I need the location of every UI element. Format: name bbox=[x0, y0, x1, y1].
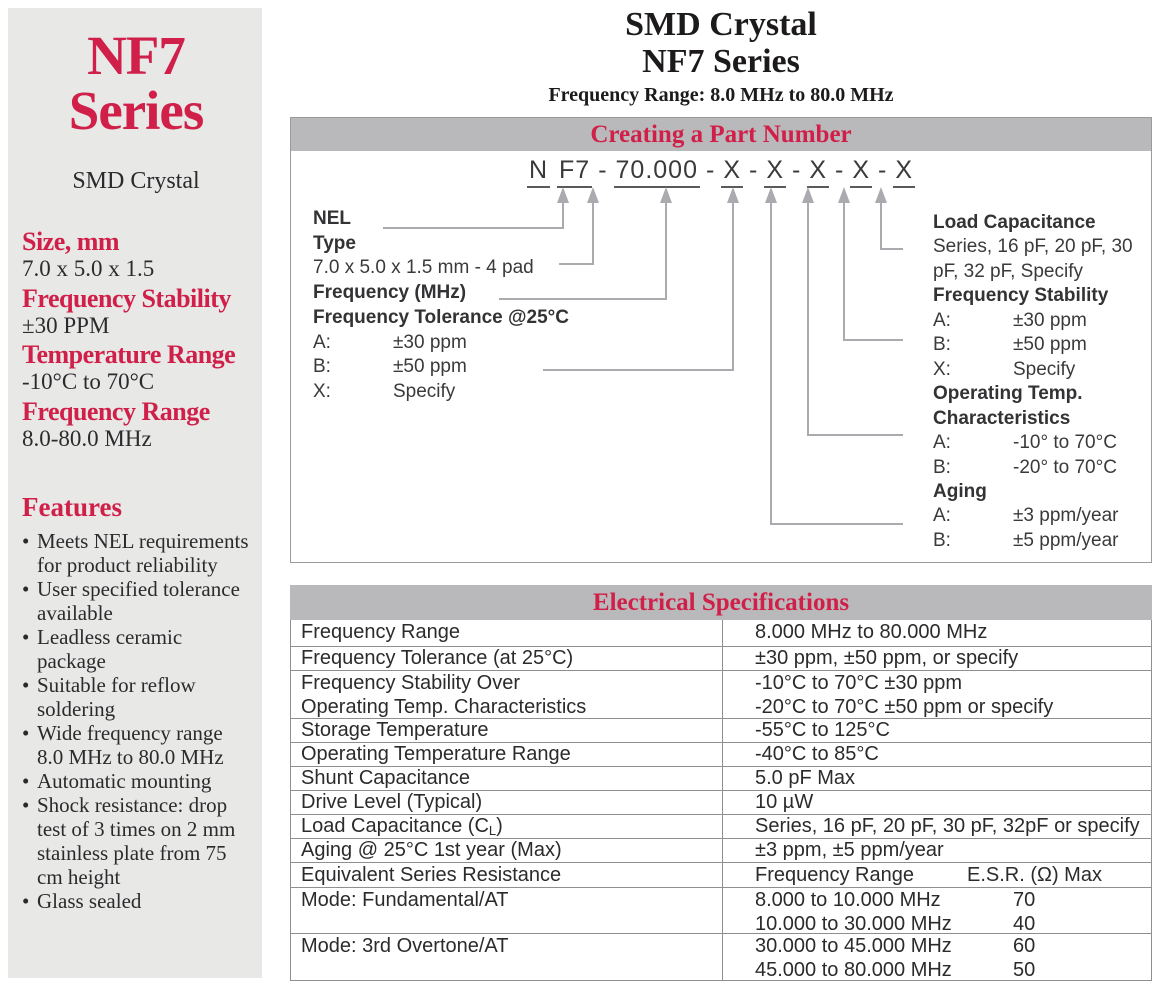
pn-dash: - bbox=[598, 156, 608, 184]
pn-tolerance-option-x: X: Specify bbox=[313, 380, 456, 402]
pn-dash: - bbox=[749, 156, 759, 184]
series-title-line1: NF7 bbox=[87, 25, 185, 86]
pn-value-load-cap-1: Series, 16 pF, 20 pF, 30 bbox=[933, 236, 1133, 258]
table-row: Mode: Fundamental/AT 8.000 to 10.000 MHz 70 10.000 to 30.000 MHz 40 bbox=[291, 887, 1151, 933]
spec-value-stability: ±30 PPM bbox=[22, 312, 110, 338]
pn-segment-tolerance: X bbox=[721, 156, 743, 188]
table-row: Storage Temperature -55°C to 125°C bbox=[291, 718, 1151, 742]
spec-value-size: 7.0 x 5.0 x 1.5 bbox=[22, 255, 155, 281]
table-row: Equivalent Series Resistance Frequency Range E.S.R. (Ω) Max bbox=[291, 862, 1151, 887]
feature-item: • Suitable for reflow soldering bbox=[22, 673, 250, 721]
series-subtitle: SMD Crystal bbox=[72, 168, 200, 194]
page-subtitle: Frequency Range: 8.0 MHz to 80.0 MHz bbox=[548, 83, 894, 106]
pn-operating-temp-option-a: A: -10° to 70°C bbox=[933, 432, 1117, 454]
sidebar-specs bbox=[22, 227, 250, 452]
spec-label-temp-range: Temperature Range bbox=[22, 340, 236, 370]
series-title-line2: Series bbox=[68, 80, 204, 141]
spec-label-size: Size, mm bbox=[22, 227, 120, 256]
pn-operating-temp-option-b: B: -20° to 70°C bbox=[933, 456, 1117, 478]
pn-label-type: Type bbox=[313, 232, 356, 254]
pn-segment-aging: X bbox=[764, 156, 786, 188]
pn-label-operating-temp-1: Operating Temp. bbox=[933, 383, 1083, 405]
pn-value-load-cap-2: pF, 32 pF, Specify bbox=[933, 260, 1083, 282]
pn-segment-load-cap: X bbox=[893, 156, 915, 188]
pn-segment-operating-temp: X bbox=[807, 156, 829, 188]
electrical-specs-table bbox=[290, 620, 1152, 981]
page-title bbox=[290, 6, 1152, 81]
feature-item: • Meets NEL requirements for product reliability bbox=[22, 529, 250, 577]
feature-item: • Leadless ceramic package bbox=[22, 625, 250, 673]
table-row: Operating Temperature Range -40°C to 85°C bbox=[291, 742, 1151, 766]
pn-segment-stability: X bbox=[850, 156, 872, 188]
part-number-code bbox=[291, 156, 1151, 188]
spec-value-freq-range: 8.0-80.0 MHz bbox=[22, 426, 152, 452]
pn-label-nel: NEL bbox=[313, 208, 351, 229]
pn-right-labels bbox=[933, 211, 1133, 553]
part-number-section-header bbox=[291, 118, 1151, 151]
pn-tolerance-option-a: A: ±30 ppm bbox=[313, 331, 467, 353]
pn-left-labels bbox=[313, 207, 569, 405]
spec-value-temp-range: -10°C to 70°C bbox=[22, 369, 155, 395]
series-title bbox=[22, 25, 250, 141]
electrical-specs-title: Electrical Specifications bbox=[592, 588, 850, 616]
pn-stability-option-x: X: Specify bbox=[933, 358, 1076, 380]
page-header bbox=[290, 6, 1152, 107]
pn-stability-option-b: B: ±50 ppm bbox=[933, 334, 1087, 356]
pn-label-stability: Frequency Stability bbox=[933, 285, 1109, 307]
pn-dash: - bbox=[835, 156, 845, 184]
pn-label-frequency: Frequency (MHz) bbox=[313, 282, 467, 304]
feature-item: • Wide frequency range 8.0 MHz to 80.0 MHz bbox=[22, 721, 250, 769]
table-row: Frequency Range 8.000 MHz to 80.000 MHz bbox=[291, 620, 1151, 646]
pn-dash: - bbox=[792, 156, 802, 184]
table-row: Aging @ 25°C 1st year (Max) ±3 ppm, ±5 ppm/year bbox=[291, 838, 1151, 862]
table-row: Shunt Capacitance 5.0 pF Max bbox=[291, 766, 1151, 790]
page-title-line2: NF7 Series bbox=[642, 43, 800, 81]
table-row: Mode: 3rd Overtone/AT 30.000 to 45.000 MHz 60 45.000 to 80.000 MHz 50 bbox=[291, 933, 1151, 980]
feature-item: • Shock resistance: drop test of 3 times on 2 mm stainless plate from 75 cm height bbox=[22, 793, 250, 889]
pn-label-tolerance: Frequency Tolerance @25°C bbox=[313, 306, 569, 328]
sidebar bbox=[8, 8, 262, 978]
pn-label-aging: Aging bbox=[933, 480, 987, 502]
part-number-section bbox=[290, 117, 1152, 563]
page-title-line1: SMD Crystal bbox=[625, 6, 817, 43]
pn-aging-option-b: B: ±5 ppm/year bbox=[933, 529, 1119, 551]
pn-value-type: 7.0 x 5.0 x 1.5 mm - 4 pad bbox=[313, 257, 534, 279]
pn-label-load-cap: Load Capacitance bbox=[933, 212, 1096, 233]
features-title: Features bbox=[22, 491, 122, 522]
table-row: Frequency Stability Over Operating Temp. Characteristics -10°C to 70°C ±30 ppm -20°C to 70°C ±50 ppm or specify bbox=[291, 670, 1151, 718]
table-row: Load Capacitance $(C_L)$ Series, 16 pF, 20 pF, 30 pF, 32pF or specify bbox=[291, 814, 1151, 838]
part-number-section-title: Creating a Part Number bbox=[590, 120, 852, 148]
pn-dash: - bbox=[705, 156, 716, 184]
part-number-diagram bbox=[291, 151, 1151, 564]
electrical-specs-section bbox=[290, 585, 1152, 981]
electrical-specs-header bbox=[290, 585, 1152, 620]
feature-item: • User specified tolerance available bbox=[22, 577, 250, 625]
pn-segment-nel: N bbox=[527, 156, 550, 188]
table-row: Frequency Tolerance (at 25°C) ±30 ppm, ±50 ppm, or specify bbox=[291, 646, 1151, 670]
pn-aging-option-a: A: ±3 ppm/year bbox=[933, 505, 1119, 527]
pn-dash: - bbox=[878, 156, 888, 184]
pn-segment-frequency: 70.000 bbox=[614, 156, 700, 188]
pn-label-operating-temp-2: Characteristics bbox=[933, 407, 1071, 429]
pn-segment-type: F7 bbox=[557, 156, 592, 188]
feature-item: • Automatic mounting bbox=[22, 769, 250, 793]
feature-item: • Glass sealed bbox=[22, 889, 250, 913]
table-row: Drive Level (Typical) 10 µW bbox=[291, 790, 1151, 814]
spec-label-stability: Frequency Stability bbox=[22, 283, 231, 313]
spec-label-freq-range: Frequency Range bbox=[22, 397, 210, 427]
features-list bbox=[22, 529, 250, 913]
pn-tolerance-option-b: B: ±50 ppm bbox=[313, 356, 467, 378]
pn-stability-option-a: A: ±30 ppm bbox=[933, 309, 1087, 331]
